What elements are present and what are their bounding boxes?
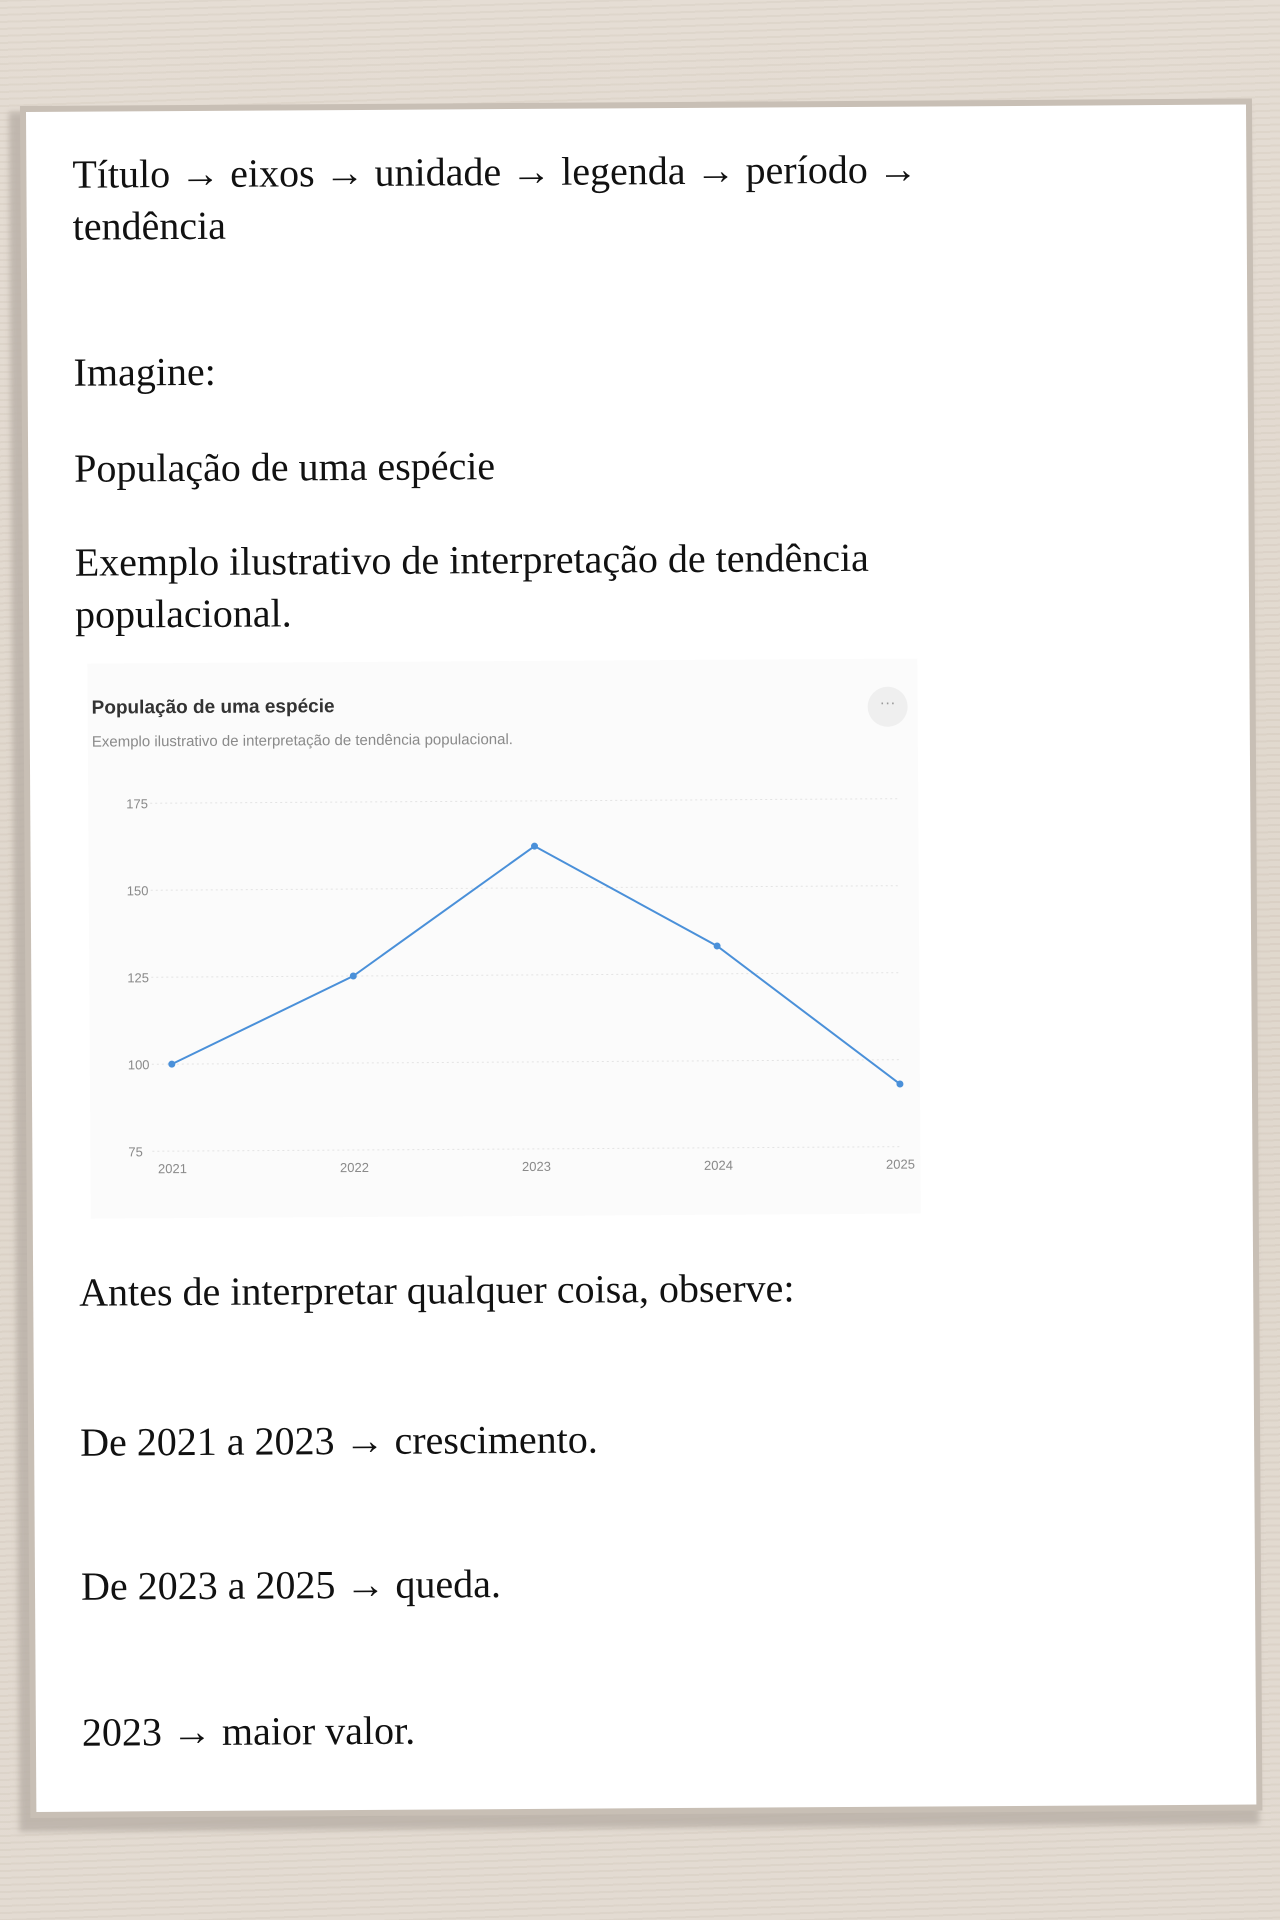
- checklist-line: Título → eixos → unidade → legenda → período →: [72, 146, 918, 197]
- checklist-line-continued: tendência: [72, 202, 227, 249]
- observation-decline: De 2023 a 2025 → queda.: [80, 1561, 502, 1609]
- description-line-continued: populacional.: [74, 590, 292, 637]
- y-tick-label-175: 175: [126, 796, 148, 812]
- line-chart: [87, 659, 920, 1219]
- x-tick-label-2025: 2025: [885, 1156, 915, 1172]
- document-page: [26, 105, 1256, 1812]
- y-tick-label-125: 125: [127, 970, 150, 986]
- description-line: Exemplo ilustrativo de interpretação de tendência: [74, 534, 869, 585]
- data-point-2025: [896, 1081, 903, 1088]
- series-line-0: [171, 844, 900, 1089]
- gridline-y-125: [151, 973, 899, 978]
- gridline-y-75: [152, 1147, 900, 1152]
- line-chart-card: [87, 659, 920, 1219]
- observation-peak: 2023 → maior valor.: [81, 1707, 416, 1755]
- gridline-y-175: [150, 799, 898, 804]
- data-point-2021: [168, 1061, 175, 1068]
- chart-subtitle: Exemplo ilustrativo de interpretação de tendência populacional.: [91, 731, 514, 751]
- y-tick-label-150: 150: [126, 883, 149, 899]
- document-heading: População de uma espécie: [74, 443, 496, 491]
- observation-growth: De 2021 a 2023 → crescimento.: [79, 1416, 598, 1465]
- chart-title: População de uma espécie: [91, 696, 335, 719]
- imagine-label: Imagine:: [73, 348, 216, 395]
- data-point-2024: [714, 942, 721, 949]
- data-point-2023: [531, 843, 538, 850]
- gridline-y-150: [151, 886, 899, 891]
- x-tick-label-2021: 2021: [157, 1161, 187, 1177]
- x-tick-label-2024: 2024: [703, 1157, 733, 1173]
- y-tick-label-75: 75: [128, 1144, 143, 1160]
- y-tick-label-100: 100: [127, 1057, 150, 1073]
- x-tick-label-2023: 2023: [521, 1158, 551, 1174]
- observe-instruction: Antes de interpretar qualquer coisa, observe:: [79, 1265, 795, 1315]
- gridline-y-100: [152, 1060, 900, 1065]
- data-point-2022: [350, 972, 357, 979]
- more-horizontal-icon[interactable]: ···: [868, 687, 908, 727]
- x-tick-label-2022: 2022: [339, 1159, 369, 1176]
